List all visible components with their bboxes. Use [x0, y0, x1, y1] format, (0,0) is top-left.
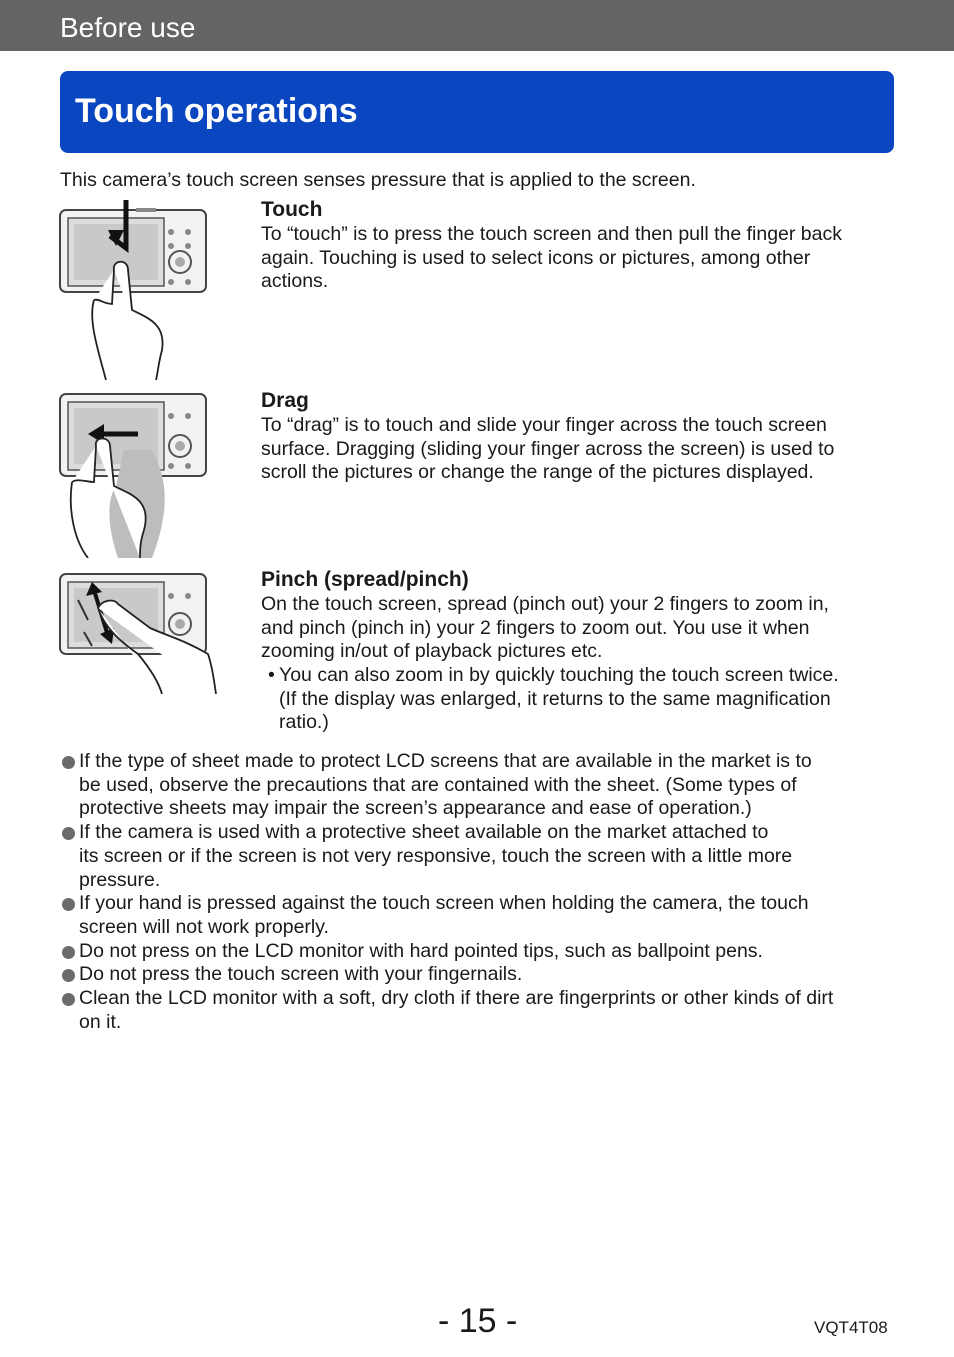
document-code: VQT4T08 — [814, 1318, 888, 1337]
pinch-illustration — [58, 570, 218, 694]
section-heading: Drag — [261, 389, 309, 412]
list-item: Do not press on the LCD monitor with hard pointed tips, such as ballpoint pens. — [60, 940, 898, 964]
bullet-dot-icon — [62, 993, 75, 1006]
intro-text: This camera’s touch screen senses pressure that is applied to the screen. — [60, 169, 696, 191]
section-body: To “drag” is to touch and slide your finger across the touch screen surface. Dragging (sliding your finger across the screen) is used to scroll the pictures or change the range of the pictures displayed. — [261, 414, 835, 484]
list-item: If the type of sheet made to protect LCD screens that are available in the market is to be used, observe the precautions that are contained with the sheet. (Some types of protective sheets may impair the screen’s appearance and ease of operation.) — [60, 750, 898, 821]
bullet-dot-icon — [62, 756, 75, 769]
page-title: Touch operations — [75, 92, 358, 130]
list-item: If the camera is used with a protective sheet available on the market attached to its screen or if the screen is not very responsive, touch the screen with a little more pressure. — [60, 821, 898, 892]
bullet-dot-icon — [62, 946, 75, 959]
bullet-dot-icon — [62, 898, 75, 911]
title-banner — [60, 71, 894, 153]
notes-list — [60, 750, 898, 1034]
sub-bullet: • You can also zoom in by quickly touching the touch screen twice. (If the display was enlarged, it returns to the same magnification ratio.) — [268, 664, 839, 734]
bullet-mark: • — [268, 664, 275, 686]
list-item: Clean the LCD monitor with a soft, dry cloth if there are fingerprints or other kinds of dirt on it. — [60, 987, 898, 1034]
bullet-dot-icon — [62, 969, 75, 982]
section-label: Before use — [60, 12, 196, 43]
section-body: On the touch screen, spread (pinch out) your 2 fingers to zoom in, and pinch (pinch in) your 2 fingers to zoom out. You use it when zooming in/out of playback pictures etc. — [261, 593, 829, 663]
section-heading: Pinch (spread/pinch) — [261, 568, 469, 591]
drag-illustration — [58, 390, 210, 558]
touch-illustration — [58, 200, 210, 380]
list-item: If your hand is pressed against the touch screen when holding the camera, the touch screen will not work properly. — [60, 892, 898, 939]
list-item: Do not press the touch screen with your fingernails. — [60, 963, 898, 987]
page-number: - 15 - — [438, 1302, 518, 1340]
section-heading: Touch — [261, 198, 323, 221]
section-body: To “touch” is to press the touch screen and then pull the finger back again. Touching is used to select icons or pictures, among other actions. — [261, 223, 843, 293]
header-bar — [0, 0, 954, 51]
bullet-dot-icon — [62, 827, 75, 840]
